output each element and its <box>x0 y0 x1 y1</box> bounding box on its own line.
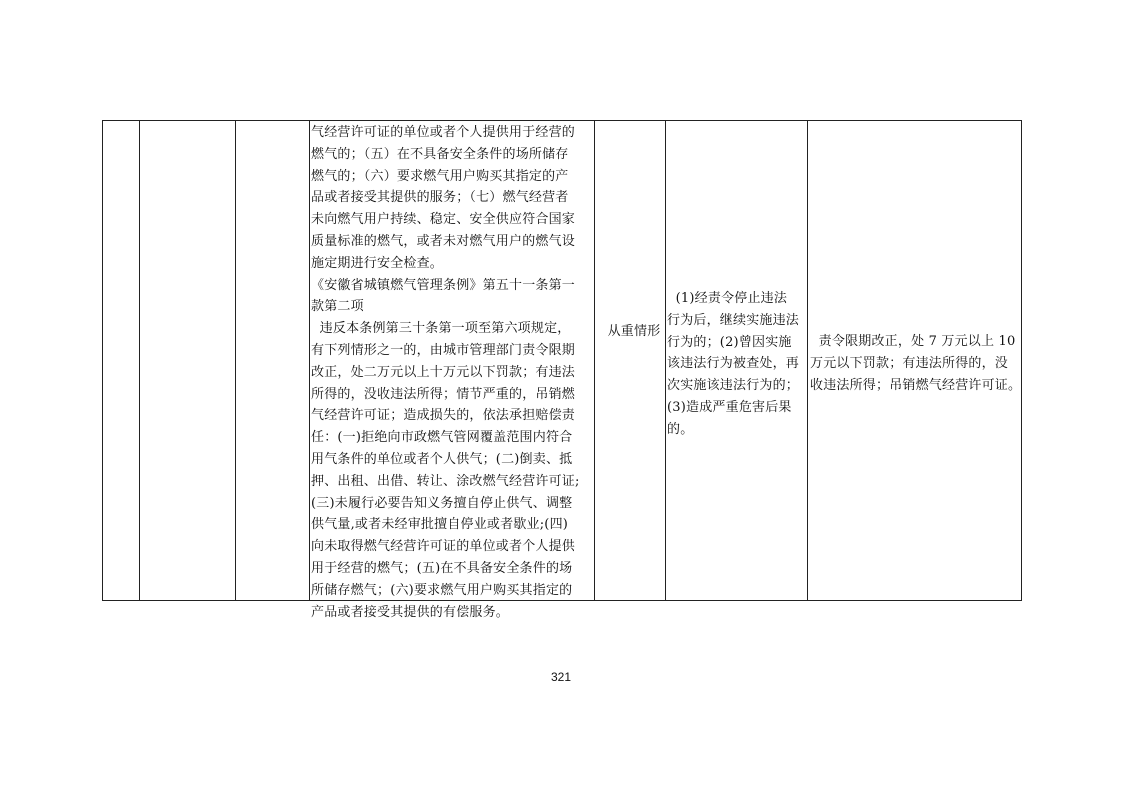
regulation-table <box>102 120 1022 620</box>
penalty-standard-text: 责令限期改正，处 7 万元以上 10 万元以下罚款；有违法所得的，没 收违法所得；吊销燃气经营许可证。 <box>810 334 1022 393</box>
column-divider <box>807 121 808 600</box>
aggravating-conditions-text: (1)经责令停止违法 行为后，继续实施违法 行为的；(2)曾因实施 该违法行为被查处，再 次实施该违法行为的； (3)造成严重危害后果 的。 <box>667 291 800 437</box>
column-divider <box>235 121 236 600</box>
column-divider <box>139 121 140 600</box>
column-divider <box>309 121 310 600</box>
column-divider <box>665 121 666 600</box>
legal-basis-text: 气经营许可证的单位或者个人提供用于经营的 燃气的；（五）在不具备安全条件的场所储存 燃气的；（六）要求燃气用户购买其指定的产 品或者接受其提供的服务；（七）燃气经营者 未向燃气用户持续、稳定、安全供应符合国家 质量标准的燃气，或者未对燃气用户的燃气设 施定期进行安全检查。 《安徽省城镇燃气管理条例》第五十一条第一 款第二项 违反本条例第三十条第一项至第六项规定， 有下列情形之一的，由城市管理部门责令限期 改正，处二万元以上十万元以下罚款；有违法 所得的，没收违法所得；情节严重的，吊销燃 气经营许可证；造成损失的，依法承担赔偿责 任：(一)拒绝向市政燃气管网覆盖范围内符合 用气条件的单位或者个人供气；(二)倒卖、抵 押、出租、出借、转让、涂改燃气经营许可证; (三)未履行必要告知义务擅自停止供气、调整 供气量,或者未经审批擅自停业或者歇业;(四) 向未取得燃气经营许可证的单位或者个人提供 用于经营的燃气；(五)在不具备安全条件的场 所储存燃气；(六)要求燃气用户购买其指定的 产品或者接受其提供的有偿服务。 <box>311 125 580 620</box>
column-divider <box>594 121 595 600</box>
circumstance-label: 从重情形 <box>607 324 661 339</box>
page-number: 321 <box>550 670 572 684</box>
